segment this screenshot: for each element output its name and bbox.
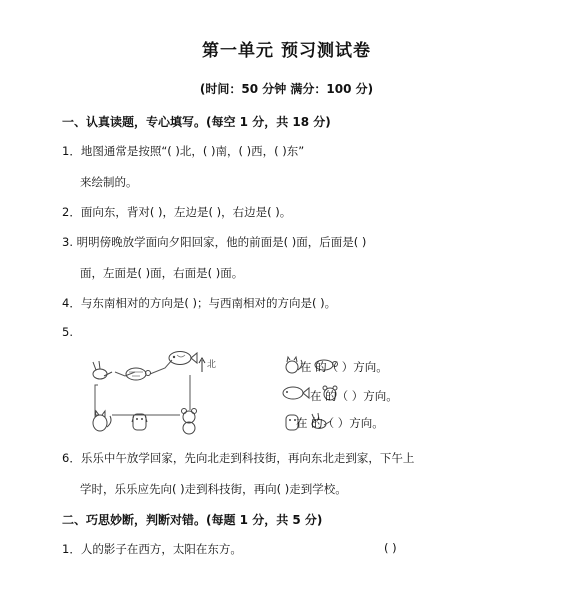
north-arrow-icon	[199, 358, 205, 372]
bear-icon	[182, 409, 197, 435]
fish-small-icon	[282, 385, 310, 401]
fish-icon	[169, 352, 197, 365]
question-1-line-2: 来绘制的。	[80, 175, 138, 189]
section-2-heading: 二、巧思妙断，判断对错。(每题 1 分，共 5 分)	[62, 513, 323, 527]
question-3-line-1: 3. 明明傍晚放学面向夕阳回家，他的前面是( )面，后面是( )	[62, 235, 367, 249]
rabbit-icon	[93, 361, 112, 379]
page-title: 第一单元 预习测试卷	[202, 41, 371, 61]
page-subtitle: (时间：50 分钟 满分：100 分)	[199, 82, 374, 96]
question-6-line-2: 学时，乐乐应先向( )走到科技街，再向( )走到学校。	[80, 482, 347, 496]
question-1-line-1: 1．地图通常是按照“( )北，( )南，( )西，( )东”	[62, 144, 305, 158]
question-4: 4．与东南相对的方向是( )；与西南相对的方向是( )。	[62, 296, 337, 310]
dog-icon	[132, 414, 147, 430]
path-line-top-1	[115, 372, 135, 376]
section-1-heading: 一、认真读题，专心填写。(每空 1 分，共 18 分)	[62, 115, 331, 129]
animal-map-figure	[80, 350, 225, 440]
question-6-line-1: 6．乐乐中午放学回家，先向北走到科技街，再向东北走到家，下午上	[62, 451, 415, 465]
cat-icon	[93, 411, 111, 431]
question-3-line-2: 面，左面是( )面，右面是( )面。	[80, 266, 244, 280]
direction-line-2: 在 的（ ）方向。	[310, 389, 398, 403]
path-line-top-2	[150, 360, 172, 374]
direction-line-3: 在 的（ ）方向。	[296, 416, 384, 430]
question-5-label: 5.	[62, 325, 73, 339]
north-label: 北	[207, 360, 217, 370]
judge-question-1-answer: ( )	[384, 541, 397, 555]
question-2: 2．面向东，背对( )，左边是( )，右边是( )。	[62, 205, 292, 219]
judge-question-1: 1．人的影子在西方，太阳在东方。	[62, 542, 242, 556]
direction-line-1: 在 的（ ）方向。	[300, 360, 388, 374]
